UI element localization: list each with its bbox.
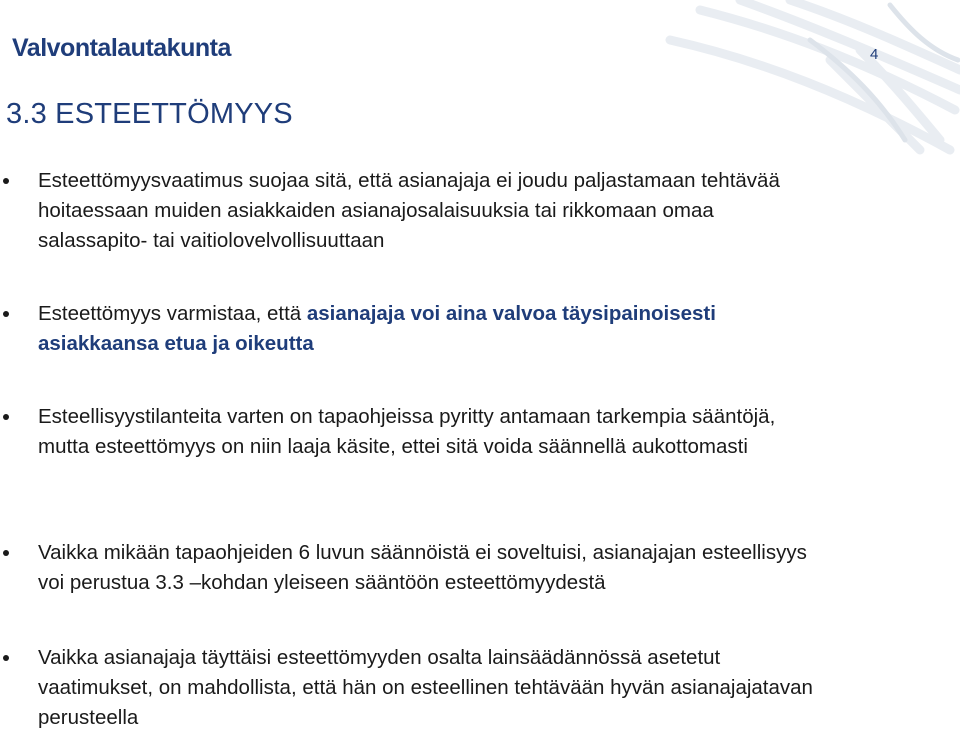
bullet-icon (3, 655, 9, 661)
decorative-wing-graphic (560, 0, 960, 160)
page-number: 4 (870, 46, 879, 63)
bullet-text: Esteellisyystilanteita varten on tapaohjeissa pyritty antamaan tarkempia sääntöjä, mutta esteettömyys on niin laaja käsite, ettei sitä voida säännellä aukottomasti (38, 405, 776, 458)
header-title: Valvontalautakunta (12, 34, 231, 62)
bullet-icon (3, 414, 9, 420)
bullet-icon (3, 550, 9, 556)
bullet-text: Vaikka asianajaja täyttäisi esteettömyyden osalta lainsäädännössä asetetut vaatimukset, on mahdollista, että hän on esteellinen tehtävään hyvän asianajajatavan perusteella (38, 646, 813, 729)
bullet-text (38, 299, 828, 359)
bullet-text: Vaikka mikään tapaohjeiden 6 luvun säännöistä ei soveltuisi, asianajajan esteellisyys voi perustua 3.3 –kohdan yleiseen sääntöön esteettömyydestä (38, 541, 807, 594)
bullet-icon (3, 178, 9, 184)
bullet-text-normal: Esteettömyys varmistaa, että (38, 302, 307, 325)
section-title: 3.3 ESTEETTÖMYYS (6, 98, 293, 130)
bullet-text: Esteettömyysvaatimus suojaa sitä, että asianajaja ei joudu paljastamaan tehtävää hoitaessaan muiden asiakkaiden asianajosalaisuuksia tai rikkomaan omaa salassapito- tai vaitiolovelvollisuuttaan (38, 169, 780, 252)
bullet-icon (3, 311, 9, 317)
bullet-text-bold: asianajaja voi aina valvoa täysipainoisesti asiakkaansa etua ja oikeutta (38, 302, 716, 355)
